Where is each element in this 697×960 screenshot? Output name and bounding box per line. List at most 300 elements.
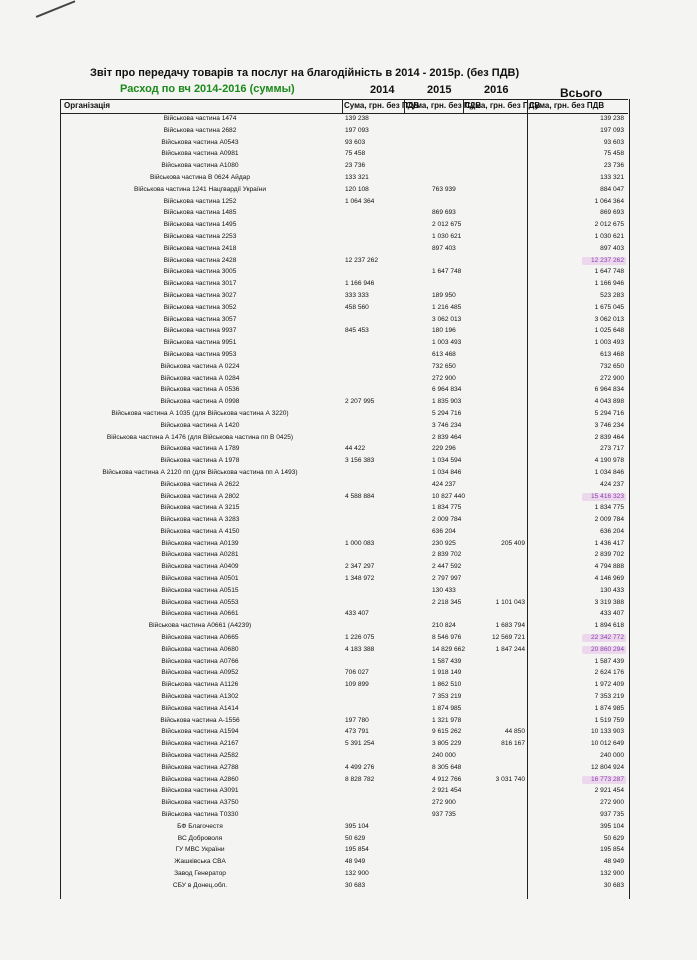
sum-2015-cell: 4 912 766 bbox=[432, 775, 462, 783]
sum-total-cell: 2 009 784 bbox=[594, 516, 624, 524]
sum-total-cell: 48 949 bbox=[603, 858, 624, 866]
org-name-cell: Військова частина А 2622 bbox=[160, 480, 240, 488]
sum-2014-cell: 75 458 bbox=[345, 150, 366, 158]
col-2014-header: Сума, грн. без ПДВ bbox=[344, 101, 420, 110]
table-row bbox=[60, 833, 628, 845]
table-row bbox=[60, 762, 628, 774]
sum-total-cell: 50 629 bbox=[603, 834, 624, 842]
table-row bbox=[60, 113, 628, 125]
sum-2014-cell: 2 207 995 bbox=[345, 398, 375, 406]
table-row bbox=[60, 148, 628, 160]
sum-2015-cell: 2 218 345 bbox=[432, 598, 462, 606]
sum-total-cell: 2 839 702 bbox=[594, 551, 624, 559]
table-row bbox=[60, 137, 628, 149]
table-body bbox=[60, 113, 628, 892]
sum-2014-cell: 50 629 bbox=[345, 834, 366, 842]
sum-2016-cell: 44 850 bbox=[504, 728, 525, 736]
table-row bbox=[60, 691, 628, 703]
table-row bbox=[60, 868, 628, 880]
pen-mark bbox=[36, 0, 76, 17]
org-name-cell: Військова частина А1302 bbox=[161, 693, 239, 701]
org-name-cell: Військова частина А0661 bbox=[161, 610, 239, 618]
table-row bbox=[60, 491, 628, 503]
sum-total-cell: 10 012 649 bbox=[590, 740, 624, 748]
sum-2015-cell: 6 964 834 bbox=[432, 386, 462, 394]
org-name-cell: Військова частина А2788 bbox=[161, 763, 239, 771]
year-2014-heading: 2014 bbox=[370, 84, 395, 96]
sum-2015-cell: 189 950 bbox=[432, 291, 456, 299]
sum-2016-cell: 205 409 bbox=[501, 539, 525, 547]
table-row bbox=[60, 502, 628, 514]
sum-2015-cell: 1 647 748 bbox=[432, 268, 462, 276]
org-name-cell: СБУ в Донец.обл. bbox=[172, 881, 228, 889]
col-2015-header: Сума, грн. без ПДВ bbox=[406, 101, 482, 110]
sum-total-cell: 1 003 493 bbox=[594, 339, 624, 347]
col-divider bbox=[463, 99, 464, 113]
sum-2015-cell: 272 900 bbox=[432, 799, 456, 807]
org-name-cell: Військова частина А 0224 bbox=[160, 362, 240, 370]
org-name-cell: Військова частина 9937 bbox=[163, 327, 237, 335]
sum-total-cell: 4 146 969 bbox=[594, 575, 624, 583]
sum-total-cell: 2 839 464 bbox=[594, 433, 624, 441]
sum-total-cell: 869 693 bbox=[600, 209, 624, 217]
sum-2015-cell: 2 012 675 bbox=[432, 221, 462, 229]
org-name-cell: Військова частина А2860 bbox=[161, 775, 239, 783]
table-row bbox=[60, 785, 628, 797]
org-name-cell: Військова частина А1594 bbox=[161, 728, 239, 736]
table-row bbox=[60, 302, 628, 314]
col-divider bbox=[404, 99, 405, 113]
sum-total-cell: 20 860 294 bbox=[530, 644, 624, 656]
table-row bbox=[60, 396, 628, 408]
org-name-cell: Військова частина А0680 bbox=[161, 645, 239, 653]
sum-2015-cell: 3 746 234 bbox=[432, 421, 462, 429]
sum-total-cell: 273 717 bbox=[600, 445, 624, 453]
sum-2015-cell: 9 615 262 bbox=[432, 728, 462, 736]
sum-total-cell: 132 900 bbox=[600, 870, 624, 877]
sum-total-cell: 3 746 234 bbox=[594, 421, 624, 429]
sum-total-cell: 395 104 bbox=[600, 822, 624, 830]
org-name-cell: Військова частина 3017 bbox=[163, 280, 237, 288]
table-row bbox=[60, 337, 628, 349]
col-2016-header: Сума, грн. без ПДВ bbox=[465, 101, 541, 110]
sum-total-cell: 1 874 985 bbox=[594, 704, 624, 712]
col-total-header: Сума, грн. без ПДВ bbox=[529, 101, 605, 110]
sum-total-cell: 1 034 846 bbox=[594, 468, 624, 476]
org-name-cell: Військова частина А 3283 bbox=[160, 516, 240, 524]
sum-2014-cell: 133 321 bbox=[345, 173, 369, 181]
sum-2015-cell: 130 433 bbox=[432, 586, 456, 594]
org-name-cell: Військова частина А0139 bbox=[161, 539, 239, 547]
table-row bbox=[60, 243, 628, 255]
org-name-cell: Військова частина А3750 bbox=[161, 799, 239, 807]
org-name-cell: Військова частина 2418 bbox=[163, 244, 237, 252]
sum-2014-cell: 473 791 bbox=[345, 728, 369, 736]
org-name-cell: Військова частина 3057 bbox=[163, 315, 237, 323]
sum-2016-cell: 1 101 043 bbox=[495, 598, 525, 606]
sum-total-cell: 3 062 013 bbox=[594, 315, 624, 323]
table-row bbox=[60, 620, 628, 632]
table-row bbox=[60, 679, 628, 691]
sum-2015-cell: 14 829 662 bbox=[432, 645, 466, 653]
sum-2014-cell: 44 422 bbox=[345, 445, 366, 453]
table-row bbox=[60, 573, 628, 585]
org-name-cell: Військова частина 9953 bbox=[163, 350, 237, 358]
table-row bbox=[60, 821, 628, 833]
org-name-cell: Завод Генератор bbox=[174, 870, 226, 877]
sum-2014-cell: 845 453 bbox=[345, 327, 369, 335]
table-row bbox=[60, 325, 628, 337]
table-row bbox=[60, 632, 628, 644]
org-name-cell: Військова частина А 1420 bbox=[160, 421, 240, 429]
org-name-cell: Військова частина А1080 bbox=[161, 162, 239, 170]
org-name-cell: Військова частина А2582 bbox=[161, 752, 239, 760]
table-row bbox=[60, 432, 628, 444]
table-row bbox=[60, 667, 628, 679]
table-row bbox=[60, 361, 628, 373]
column-header-row bbox=[60, 99, 628, 114]
sum-total-cell: 424 237 bbox=[600, 480, 624, 488]
sum-2014-cell: 1 000 083 bbox=[345, 539, 375, 547]
sum-2014-cell: 706 027 bbox=[345, 669, 369, 677]
sum-total-cell: 12 237 262 bbox=[530, 255, 624, 267]
org-name-cell: Військова частина А 0998 bbox=[160, 398, 240, 406]
sum-total-cell: 10 133 903 bbox=[590, 728, 624, 736]
col-org-header: Організація bbox=[64, 101, 111, 110]
sum-2015-cell: 1 587 439 bbox=[432, 657, 462, 665]
sum-total-cell: 7 353 219 bbox=[594, 693, 624, 701]
org-name-cell: Військова частина А2167 bbox=[161, 740, 239, 748]
sum-total-cell: 897 403 bbox=[600, 244, 624, 252]
sum-total-cell: 2 624 176 bbox=[594, 669, 624, 677]
sum-2014-cell: 195 854 bbox=[345, 846, 369, 854]
org-name-cell: Військова частина А 1978 bbox=[160, 457, 240, 465]
sum-2014-cell: 1 064 364 bbox=[345, 197, 375, 205]
table-row bbox=[60, 514, 628, 526]
sum-2014-cell: 4 183 388 bbox=[345, 645, 375, 653]
table-row bbox=[60, 726, 628, 738]
sum-2015-cell: 1 034 846 bbox=[432, 468, 462, 476]
sum-2015-cell: 3 805 229 bbox=[432, 740, 462, 748]
sum-2015-cell: 1 918 149 bbox=[432, 669, 462, 677]
org-name-cell: Військова частина А 0284 bbox=[160, 374, 240, 382]
table-row bbox=[60, 561, 628, 573]
table-row bbox=[60, 160, 628, 172]
org-name-cell: Військова частина 2682 bbox=[163, 126, 237, 134]
org-name-cell: Військова частина А3091 bbox=[161, 787, 239, 795]
sum-2014-cell: 23 736 bbox=[345, 162, 366, 170]
table-row bbox=[60, 266, 628, 278]
table-row bbox=[60, 549, 628, 561]
sum-total-cell: 1 894 618 bbox=[594, 622, 624, 630]
table-row bbox=[60, 880, 628, 892]
org-name-cell: Військова частина 1495 bbox=[163, 221, 237, 229]
sum-2014-cell: 30 683 bbox=[345, 881, 366, 889]
table-row bbox=[60, 715, 628, 727]
table-row bbox=[60, 774, 628, 786]
table-row bbox=[60, 809, 628, 821]
table-row bbox=[60, 703, 628, 715]
org-name-cell: Військова частина А1126 bbox=[161, 681, 239, 689]
sum-2015-cell: 2 009 784 bbox=[432, 516, 462, 524]
table-row bbox=[60, 538, 628, 550]
sum-total-cell: 23 736 bbox=[603, 162, 624, 170]
table-row bbox=[60, 196, 628, 208]
sum-total-cell: 93 603 bbox=[603, 138, 624, 146]
table-row bbox=[60, 656, 628, 668]
table-row bbox=[60, 172, 628, 184]
sum-2014-cell: 333 333 bbox=[345, 291, 369, 299]
sum-2015-cell: 8 305 648 bbox=[432, 763, 462, 771]
org-name-cell: Військова частина 3052 bbox=[163, 303, 237, 311]
sum-total-cell: 12 804 924 bbox=[590, 763, 624, 771]
sum-2015-cell: 2 921 454 bbox=[432, 787, 462, 795]
sum-2014-cell: 8 828 782 bbox=[345, 775, 375, 783]
table-row bbox=[60, 255, 628, 267]
sum-2016-cell: 1 847 244 bbox=[495, 645, 525, 653]
year-2016-heading: 2016 bbox=[484, 84, 509, 96]
org-name-cell: Військова частина А0501 bbox=[161, 575, 239, 583]
sum-2015-cell: 8 546 976 bbox=[432, 634, 462, 642]
sum-2015-cell: 1 321 978 bbox=[432, 716, 462, 724]
sum-total-cell: 1 064 364 bbox=[594, 197, 624, 205]
sum-total-cell: 240 000 bbox=[600, 752, 624, 760]
org-name-cell: Військова частина 9951 bbox=[163, 339, 237, 347]
org-name-cell: Військова частина А0952 bbox=[161, 669, 239, 677]
sum-2015-cell: 2 797 997 bbox=[432, 575, 462, 583]
table-row bbox=[60, 219, 628, 231]
sum-total-cell: 6 964 834 bbox=[594, 386, 624, 394]
table-row bbox=[60, 797, 628, 809]
total-heading: Всього bbox=[560, 86, 603, 100]
org-name-cell: ВС Доброволя bbox=[177, 834, 223, 842]
org-name-cell: Військова частина А0281 bbox=[161, 551, 239, 559]
sum-2014-cell: 4 499 276 bbox=[345, 763, 375, 771]
table-row bbox=[60, 207, 628, 219]
sum-2015-cell: 1 834 775 bbox=[432, 504, 462, 512]
org-name-cell: Військова частина А 2802 bbox=[160, 492, 240, 500]
sum-total-cell: 1 025 648 bbox=[594, 327, 624, 335]
table-row bbox=[60, 125, 628, 137]
table-row bbox=[60, 750, 628, 762]
table-row bbox=[60, 738, 628, 750]
table-row bbox=[60, 420, 628, 432]
org-name-cell: Військова частина Т0330 bbox=[161, 811, 239, 819]
sum-total-cell: 272 900 bbox=[600, 799, 624, 807]
sum-total-cell: 433 407 bbox=[600, 610, 624, 618]
sum-total-cell: 1 030 621 bbox=[594, 232, 624, 240]
table-row bbox=[60, 443, 628, 455]
sum-2015-cell: 1 874 985 bbox=[432, 704, 462, 712]
org-name-cell: Військова частина А0553 bbox=[161, 598, 239, 606]
sum-total-cell: 139 238 bbox=[600, 115, 624, 122]
sum-2015-cell: 1 034 594 bbox=[432, 457, 462, 465]
org-name-cell: Військова частина А1414 bbox=[161, 704, 239, 712]
table-row bbox=[60, 526, 628, 538]
sum-total-cell: 523 283 bbox=[600, 291, 624, 299]
sum-total-cell: 1 519 759 bbox=[594, 716, 624, 724]
sum-2014-cell: 433 407 bbox=[345, 610, 369, 618]
sum-2015-cell: 1 862 510 bbox=[432, 681, 462, 689]
report-title: Звіт про передачу товарів та послуг на благодійність в 2014 - 2015р. (без ПДВ) bbox=[90, 67, 520, 79]
sum-2015-cell: 636 204 bbox=[432, 527, 456, 535]
sum-total-cell: 732 650 bbox=[600, 362, 624, 370]
sum-2015-cell: 2 447 592 bbox=[432, 563, 462, 571]
sum-2014-cell: 12 237 262 bbox=[345, 256, 379, 264]
sum-2015-cell: 732 650 bbox=[432, 362, 456, 370]
org-name-cell: Військова частина 2428 bbox=[163, 256, 237, 264]
table-row bbox=[60, 231, 628, 243]
sum-2015-cell: 2 839 702 bbox=[432, 551, 462, 559]
sum-total-cell: 1 587 439 bbox=[594, 657, 624, 665]
report-subtitle: Расход по вч 2014-2016 (суммы) bbox=[120, 83, 295, 95]
col-divider bbox=[342, 99, 343, 113]
sum-2015-cell: 2 839 464 bbox=[432, 433, 462, 441]
sum-2015-cell: 1 216 485 bbox=[432, 303, 462, 311]
sum-2015-cell: 424 237 bbox=[432, 480, 456, 488]
sum-total-cell: 1 972 409 bbox=[594, 681, 624, 689]
sum-2015-cell: 272 900 bbox=[432, 374, 456, 382]
org-name-cell: Військова частина 2253 bbox=[163, 232, 237, 240]
sum-2015-cell: 210 824 bbox=[432, 622, 456, 630]
sum-2015-cell: 5 294 716 bbox=[432, 409, 462, 417]
org-name-cell: БФ Благочестя bbox=[177, 822, 223, 830]
sum-2015-cell: 229 296 bbox=[432, 445, 456, 453]
sum-total-cell: 272 900 bbox=[600, 374, 624, 382]
sum-total-cell: 1 675 045 bbox=[594, 303, 624, 311]
sum-2014-cell: 5 391 254 bbox=[345, 740, 375, 748]
table-row bbox=[60, 608, 628, 620]
year-2015-heading: 2015 bbox=[427, 84, 452, 96]
sum-2014-cell: 458 560 bbox=[345, 303, 369, 311]
table-row bbox=[60, 184, 628, 196]
sum-2014-cell: 4 588 884 bbox=[345, 492, 375, 500]
org-name-cell: Військова частина 1485 bbox=[163, 209, 237, 217]
sum-total-cell: 4 190 978 bbox=[594, 457, 624, 465]
org-name-cell: Військова частина 1241 Нацгвардії України bbox=[133, 185, 267, 193]
table-row bbox=[60, 290, 628, 302]
sum-2016-cell: 816 167 bbox=[501, 740, 525, 748]
org-name-cell: Військова частина 3005 bbox=[163, 268, 237, 276]
org-name-cell: Військова частина А0981 bbox=[161, 150, 239, 158]
sum-2015-cell: 937 735 bbox=[432, 811, 456, 819]
sum-2014-cell: 1 226 075 bbox=[345, 634, 375, 642]
org-name-cell: Військова частина В 0624 Айдар bbox=[149, 173, 251, 181]
sum-2014-cell: 139 238 bbox=[345, 115, 369, 122]
sum-total-cell: 5 294 716 bbox=[594, 409, 624, 417]
sum-2015-cell: 180 196 bbox=[432, 327, 456, 335]
org-name-cell: Військова частина А 0536 bbox=[160, 386, 240, 394]
sum-total-cell: 937 735 bbox=[600, 811, 624, 819]
sum-total-cell: 133 321 bbox=[600, 173, 624, 181]
sum-total-cell: 16 773 287 bbox=[530, 774, 624, 786]
sum-2015-cell: 1 030 621 bbox=[432, 232, 462, 240]
table-row bbox=[60, 585, 628, 597]
org-name-cell: Військова частина 1252 bbox=[163, 197, 237, 205]
sum-total-cell: 4 043 898 bbox=[594, 398, 624, 406]
org-name-cell: Військова частина А 3215 bbox=[160, 504, 240, 512]
sum-total-cell: 2 921 454 bbox=[594, 787, 624, 795]
sum-2015-cell: 7 353 219 bbox=[432, 693, 462, 701]
table-row bbox=[60, 479, 628, 491]
org-name-cell: Військова частина А0766 bbox=[161, 657, 239, 665]
org-name-cell: Військова частина А0543 bbox=[161, 138, 239, 146]
table-row bbox=[60, 644, 628, 656]
sum-total-cell: 636 204 bbox=[600, 527, 624, 535]
sum-2014-cell: 132 900 bbox=[345, 870, 369, 877]
sum-total-cell: 197 093 bbox=[600, 126, 624, 134]
org-name-cell: Військова частина А0665 bbox=[161, 634, 239, 642]
sum-2014-cell: 48 949 bbox=[345, 858, 366, 866]
sum-2016-cell: 12 569 721 bbox=[491, 634, 525, 642]
sum-2014-cell: 93 603 bbox=[345, 138, 366, 146]
sum-total-cell: 30 683 bbox=[603, 881, 624, 889]
sum-total-cell: 613 468 bbox=[600, 350, 624, 358]
sum-2015-cell: 763 939 bbox=[432, 185, 456, 193]
sum-2014-cell: 197 093 bbox=[345, 126, 369, 134]
sum-2015-cell: 897 403 bbox=[432, 244, 456, 252]
sum-2014-cell: 3 156 383 bbox=[345, 457, 375, 465]
org-name-cell: Військова частина А0661 (А4239) bbox=[148, 622, 252, 630]
sum-2015-cell: 869 693 bbox=[432, 209, 456, 217]
sum-2014-cell: 109 899 bbox=[345, 681, 369, 689]
sum-2014-cell: 1 348 972 bbox=[345, 575, 375, 583]
table-row bbox=[60, 856, 628, 868]
table-row bbox=[60, 408, 628, 420]
table-row bbox=[60, 384, 628, 396]
sum-total-cell: 15 416 323 bbox=[530, 491, 624, 503]
sum-2015-cell: 230 925 bbox=[432, 539, 456, 547]
sum-2014-cell: 197 780 bbox=[345, 716, 369, 724]
sum-2015-cell: 240 000 bbox=[432, 752, 456, 760]
org-name-cell: Військова частина А-1556 bbox=[160, 716, 240, 724]
sum-total-cell: 1 436 417 bbox=[594, 539, 624, 547]
sum-2015-cell: 1 003 493 bbox=[432, 339, 462, 347]
sum-total-cell: 195 854 bbox=[600, 846, 624, 854]
sum-total-cell: 2 012 675 bbox=[594, 221, 624, 229]
sum-2015-cell: 613 468 bbox=[432, 350, 456, 358]
table-row bbox=[60, 844, 628, 856]
org-name-cell: Військова частина А 4150 bbox=[160, 527, 240, 535]
sum-total-cell: 884 047 bbox=[600, 185, 624, 193]
sum-total-cell: 4 794 888 bbox=[594, 563, 624, 571]
org-name-cell: Військова частина А0515 bbox=[161, 586, 239, 594]
sum-2014-cell: 2 347 297 bbox=[345, 563, 375, 571]
table-row bbox=[60, 349, 628, 361]
sum-2016-cell: 3 031 740 bbox=[495, 775, 525, 783]
org-name-cell: Військова частина 1474 bbox=[163, 115, 237, 122]
table-row bbox=[60, 455, 628, 467]
sum-2014-cell: 120 108 bbox=[345, 185, 369, 193]
sum-total-cell: 1 166 946 bbox=[594, 280, 624, 288]
org-name-cell: Військова частина А 1476 (для Військова частина пп В 0425) bbox=[106, 433, 294, 441]
table-row bbox=[60, 467, 628, 479]
sum-total-cell: 1 834 775 bbox=[594, 504, 624, 512]
table-row bbox=[60, 314, 628, 326]
sum-total-cell: 1 647 748 bbox=[594, 268, 624, 276]
org-name-cell: ГУ МВС України bbox=[175, 846, 225, 854]
sum-2014-cell: 395 104 bbox=[345, 822, 369, 830]
sum-2014-cell: 1 166 946 bbox=[345, 280, 375, 288]
sum-2015-cell: 10 827 440 bbox=[432, 492, 466, 500]
table-row bbox=[60, 278, 628, 290]
org-name-cell: Військова частина А 1789 bbox=[160, 445, 240, 453]
sum-total-cell: 3 319 388 bbox=[594, 598, 624, 606]
org-name-cell: Військова частина А0409 bbox=[161, 563, 239, 571]
sum-total-cell: 22 342 772 bbox=[530, 632, 624, 644]
sum-total-cell: 75 458 bbox=[603, 150, 624, 158]
table-row bbox=[60, 597, 628, 609]
